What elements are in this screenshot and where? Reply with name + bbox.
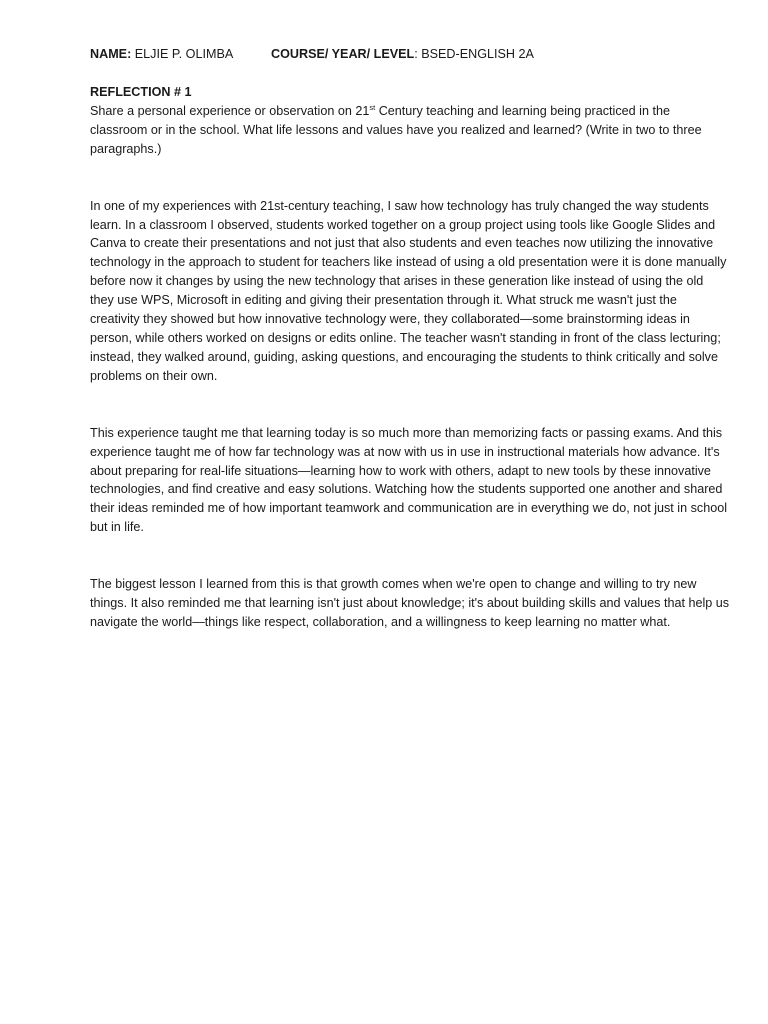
course-label: COURSE/ YEAR/ LEVEL [271,47,415,61]
reflection-prompt [90,102,730,159]
prompt-text-start: Share a personal experience or observation on 21 [90,103,370,118]
student-name-field [90,45,271,64]
prompt-text-end: Century teaching and learning being practiced in the classroom or in the school. What life lessons and values have you realized and learned? (Write in two to three paragraphs.) [90,103,702,156]
body-paragraph-3: The biggest lesson I learned from this is that growth comes when we're open to change and willing to try new things. It also reminded me that learning isn't just about knowledge; it's about building skills and values that help us navigate the world—things like respect, collaboration, and a willingness to keep learning no matter what. [90,577,730,629]
body-paragraph-1: In one of my experiences with 21st-century teaching, I saw how technology has truly changed the way students learn. In a classroom I observed, students worked together on a group project using tools like Google Slides and Canva to create their presentations and not just that also students and even teaches now utilizing the innovative technology in the approach to student for teachers like instead of using a old presentation were it is done manually before now it changes by using the new technology that arises in these generation like instead of using the old they use WPS, Microsoft in editing and giving their presentation through it. What struck me wasn't just the creativity they showed but how innovative technology were, they collaborated—some brainstorming ideas in person, while others worked on designs or edits online. The teacher wasn't standing in front of the class lecturing; instead, they walked around, guiding, asking questions, and encouraging the students to think critically and solve problems on their own. [90,198,727,383]
name-value: ELJIE P. OLIMBA [131,47,234,61]
reflection-title: REFLECTION # 1 [90,85,192,99]
name-label: NAME: [90,47,132,61]
document-content [90,45,730,632]
header-row [90,45,730,64]
prompt-superscript: st [369,102,376,112]
course-value: : BSED-ENGLISH 2A [414,47,534,61]
course-field [271,45,534,64]
body-paragraph-2: This experience taught me that learning today is so much more than memorizing facts or passing exams. And this experience taught me of how far technology was at now with us in use in instructional materials how advance. It's about preparing for real-life situations—learning how to work with others, adapt to new tools by these innovative technologies, and find creative and easy solutions. Watching how the students supported one another and shared their ideas reminded me of how important teamwork and communication are in everything we do, not just in school but in life. [90,425,728,535]
